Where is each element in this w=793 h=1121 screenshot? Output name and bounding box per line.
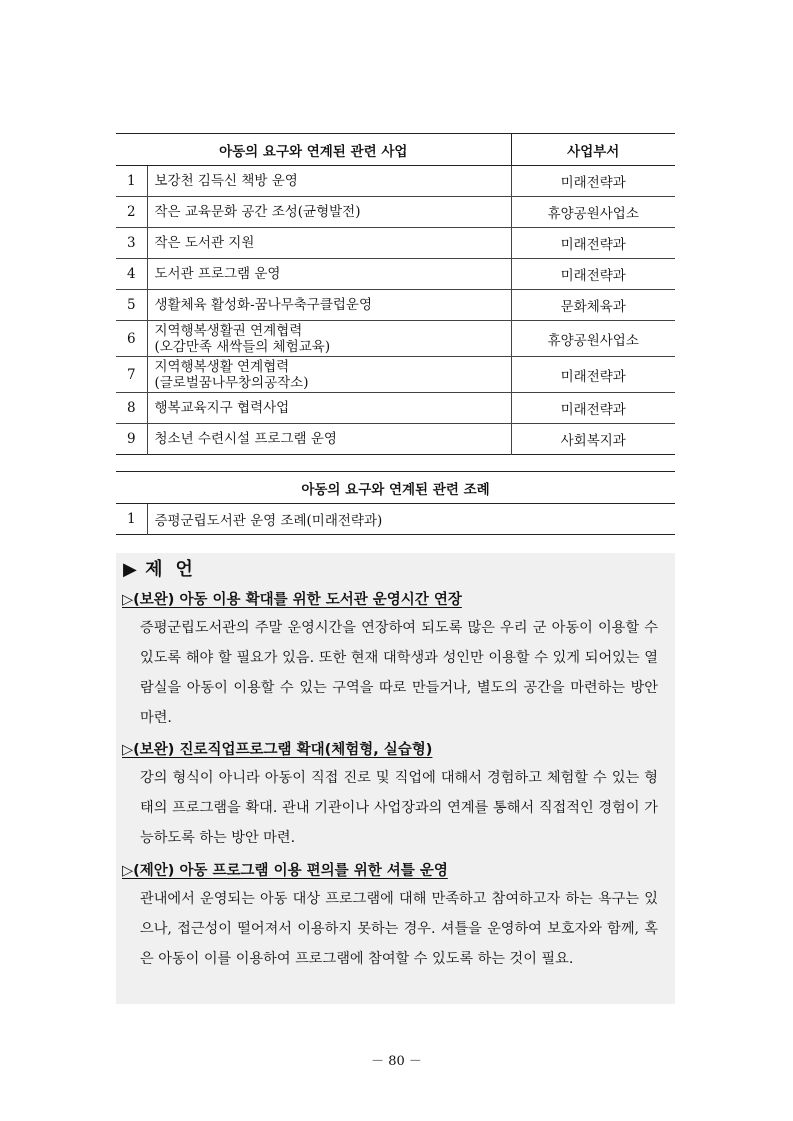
project-name: 청소년 수련시설 프로그램 운영 (154, 431, 337, 447)
table-row (116, 393, 675, 424)
project-name: 도서관 프로그램 운영 (147, 259, 511, 290)
table-row (116, 504, 675, 535)
project-name: 생활체육 활성화-꿈나무축구클럽운영 (147, 290, 511, 321)
section-body: 증평군립도서관의 주말 운영시간을 연장하여 되도록 많은 우리 군 아동이 이용할 수 있도록 해야 할 필요가 있음. 또한 현재 대학생과 성인만 이용할 수 있게 되어있는 열람실을 아동이 이용할 수 있는 구역을 따로 만들거나, 별도의 공간을 마련하는 방안 마련. (140, 620, 658, 726)
department: 미래전략과 (511, 228, 675, 259)
section-body: 강의 형식이 아니라 아동이 직접 진로 및 직업에 대해서 경험하고 체험할 수 있는 형태의 프로그램을 확대. 관내 기관이나 사업장과의 연계를 통해서 직접적인 경험이 가능하도록 하는 방안 마련. (140, 770, 658, 846)
row-number: 8 (116, 393, 147, 424)
row-number: 5 (116, 290, 147, 321)
proposal-title-text: 언 (175, 559, 194, 580)
page-number: － 80 － (371, 1054, 422, 1069)
table-row (116, 197, 675, 228)
ordinance-column-header: 아동의 요구와 연계된 관련 조례 (116, 472, 675, 504)
project-name: 행복교육지구 협력사업 (147, 393, 511, 424)
row-number: 1 (116, 504, 147, 535)
row-number: 9 (116, 424, 147, 455)
triangle-marker-icon: ▶ (123, 559, 138, 580)
row-number: 7 (116, 357, 147, 393)
proposal-title (123, 555, 194, 581)
department: 미래전략과 (511, 166, 675, 197)
table-row (116, 290, 675, 321)
department: 사회복지과 (511, 424, 675, 455)
table-row (116, 357, 675, 393)
department: 미래전략과 (511, 357, 675, 393)
department: 미래전략과 (511, 259, 675, 290)
ordinance-name: 증평군립도서관 운영 조례(미래전략과) (154, 513, 383, 529)
table-row (116, 321, 675, 357)
section-body: 관내에서 운영되는 아동 대상 프로그램에 대해 만족하고 참여하고자 하는 욕구는 있으나, 접근성이 떨어져서 이용하지 못하는 경우. 셔틀을 운영하여 보호자와 함께, 혹은 아동이 이를 이용하여 프로그램에 참여할 수 있도록 하는 것이 필요. (140, 891, 658, 967)
project-name: 작은 도서관 지원 (147, 228, 511, 259)
project-name (147, 357, 511, 393)
proposal-title-text: 제 (145, 559, 164, 580)
project-name-line: (글로벌꿈나무창의공작소) (154, 374, 309, 391)
row-number: 2 (116, 197, 147, 228)
table-row (116, 424, 675, 455)
project-name (147, 321, 511, 357)
table-header-row (116, 134, 675, 166)
row-number: 4 (116, 259, 147, 290)
project-name-line: (오감만족 새싹들의 체험교육) (154, 338, 331, 355)
project-name-line: 지역행복생활권 연계협력 (154, 322, 303, 339)
department: 문화체육과 (511, 290, 675, 321)
department: 휴양공원사업소 (511, 321, 675, 357)
row-number: 3 (116, 228, 147, 259)
row-number: 1 (116, 166, 147, 197)
related-projects-table (116, 133, 675, 455)
table-row (116, 166, 675, 197)
section-heading: ▷(보완) 진로직업프로그램 확대(체험형, 실습형) (122, 742, 433, 758)
related-ordinances-table (116, 471, 675, 535)
section-heading: ▷(보완) 아동 이용 확대를 위한 도서관 운영시간 연장 (122, 592, 462, 608)
project-name: 보강천 김득신 책방 운영 (147, 166, 511, 197)
project-name: 작은 교육문화 공간 조성(균형발전) (147, 197, 511, 228)
row-number: 6 (116, 321, 147, 357)
table-row (116, 228, 675, 259)
section-heading: ▷(제안) 아동 프로그램 이용 편의를 위한 셔틀 운영 (122, 863, 448, 879)
table-row (116, 259, 675, 290)
table-header-row (116, 472, 675, 504)
department: 휴양공원사업소 (511, 197, 675, 228)
project-name-line: 지역행복생활 연계협력 (154, 358, 290, 375)
department: 미래전략과 (511, 393, 675, 424)
project-column-header: 아동의 요구와 연계된 관련 사업 (116, 134, 511, 166)
dept-column-header: 사업부서 (511, 134, 675, 166)
